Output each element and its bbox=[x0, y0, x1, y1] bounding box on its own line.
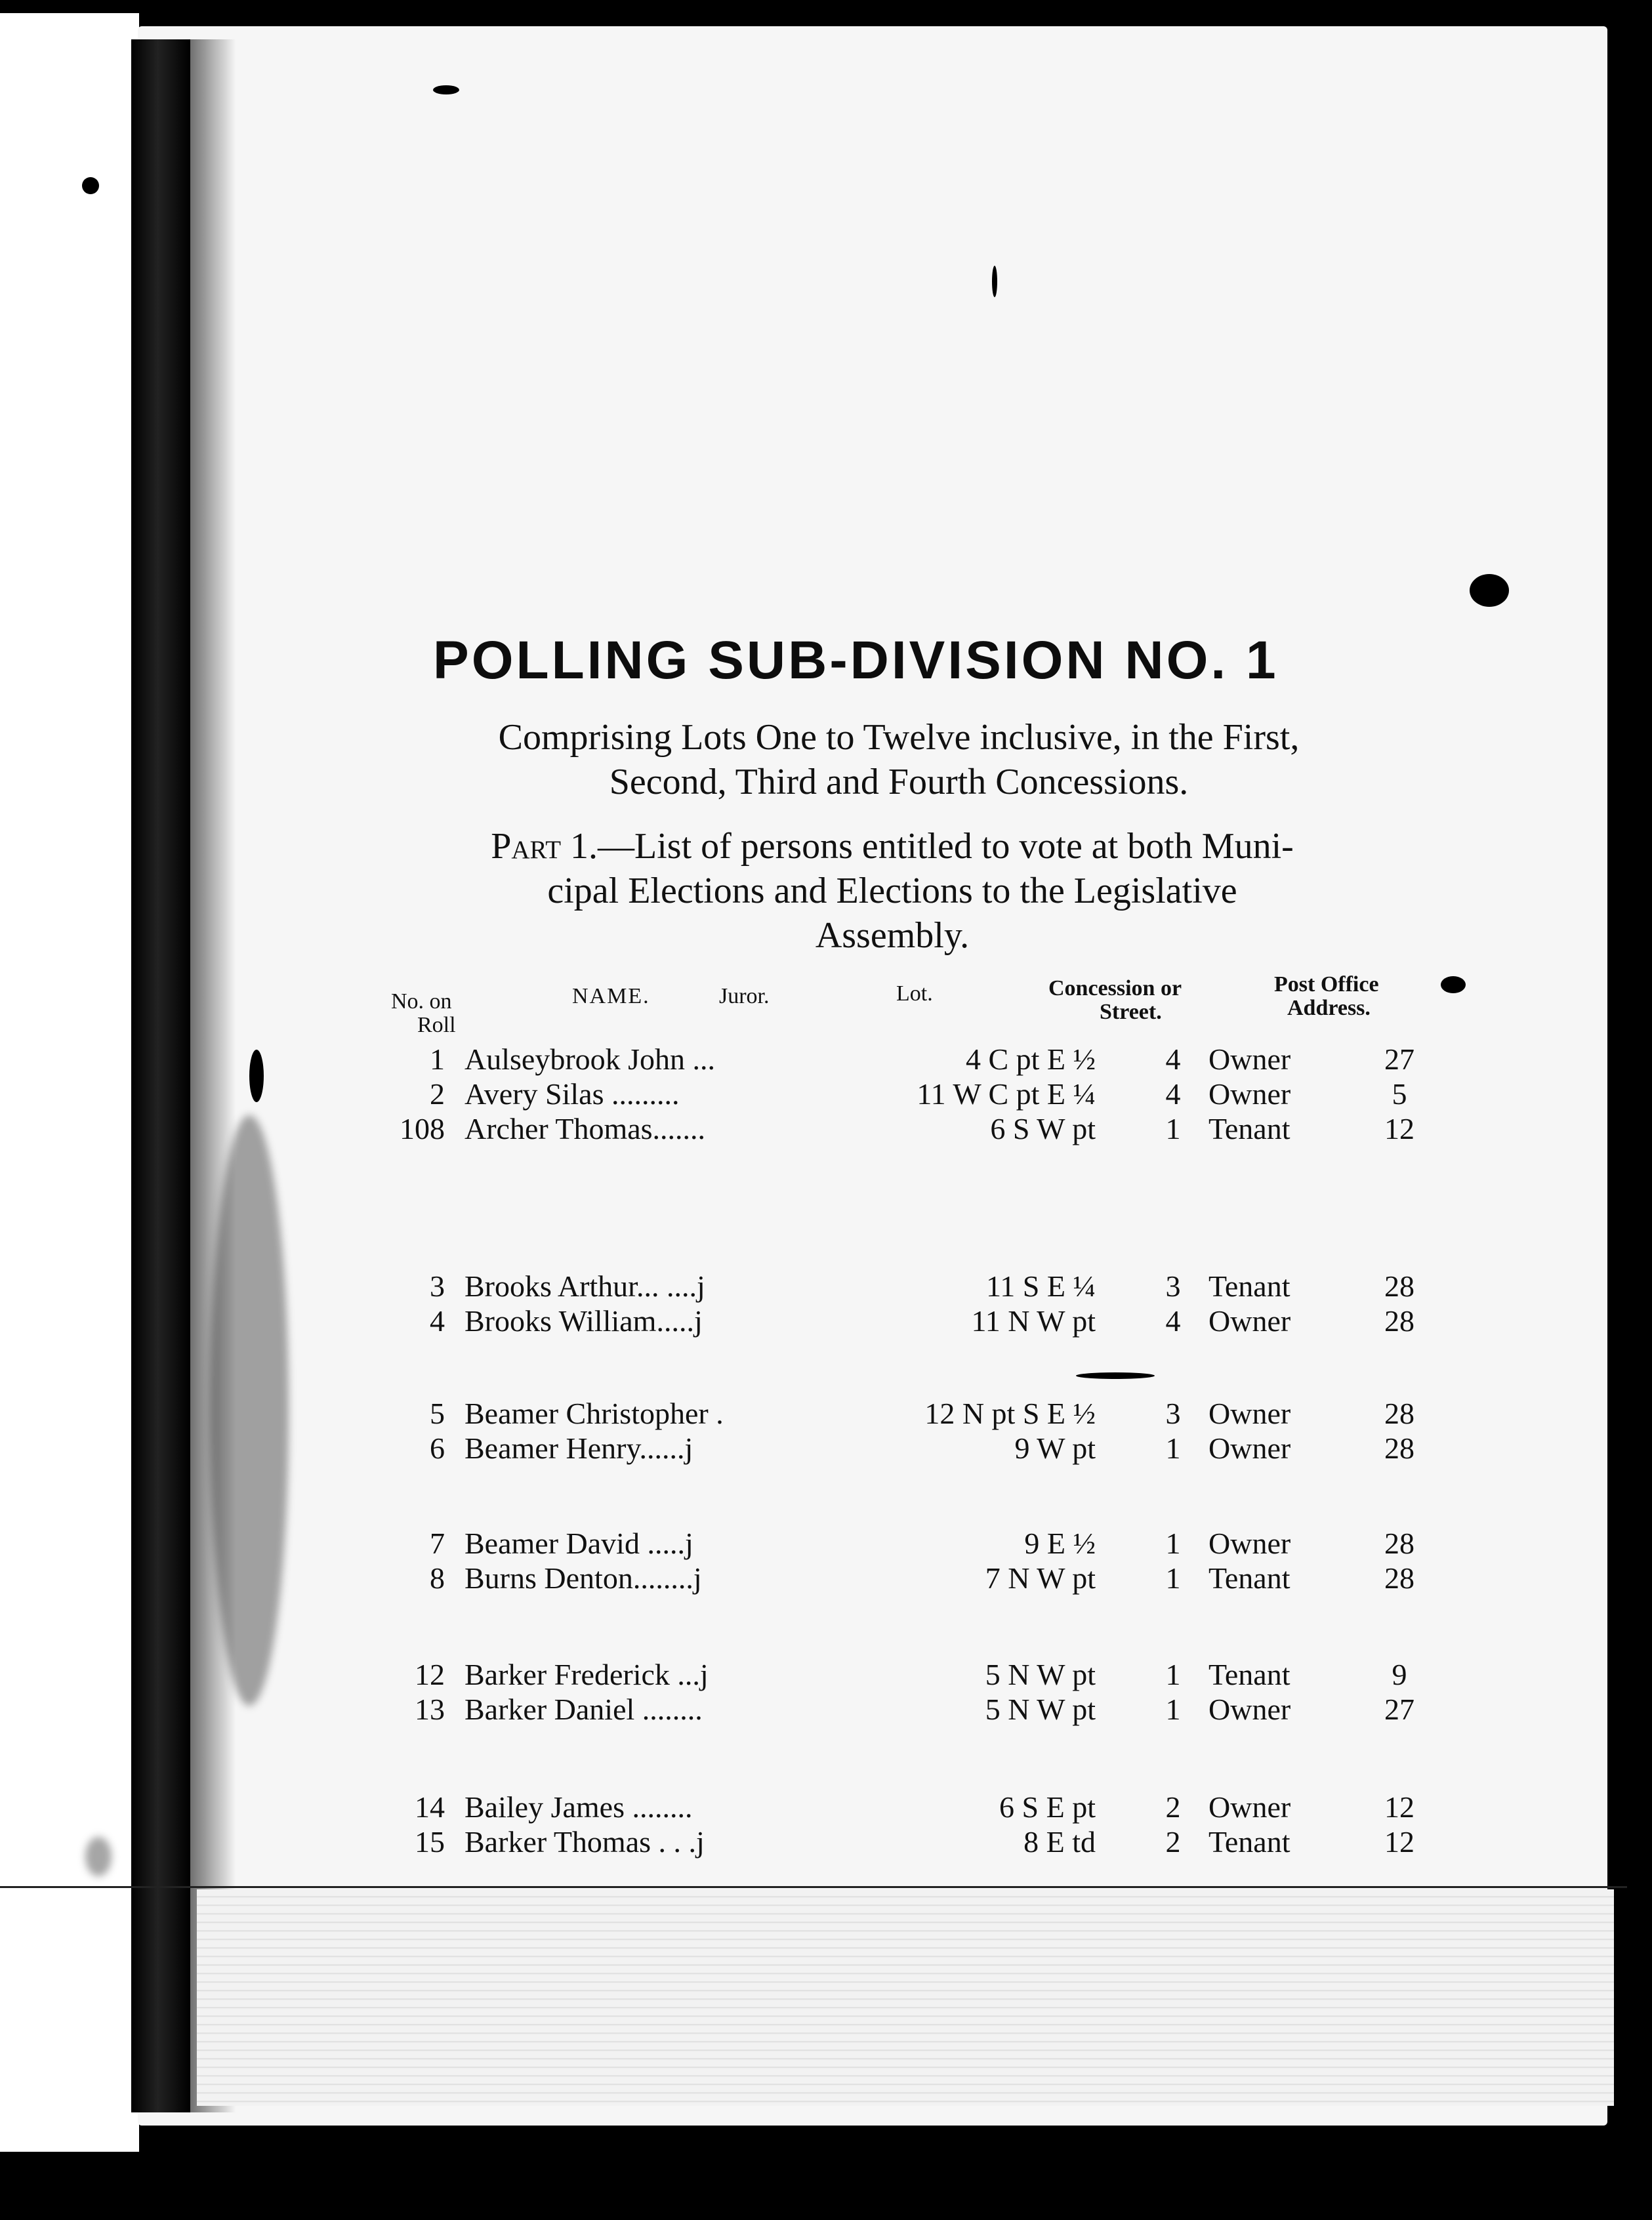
subheading-line-2: Second, Third and Fourth Concessions. bbox=[609, 762, 1189, 802]
post-office: 28 bbox=[1384, 1397, 1415, 1430]
roll-number: 5 bbox=[430, 1397, 445, 1430]
header-name: NAME. bbox=[572, 984, 650, 1008]
part-line-1 bbox=[367, 823, 1417, 869]
voter-row bbox=[0, 1526, 1652, 1561]
roll-number: 3 bbox=[430, 1269, 445, 1303]
roll-number: 108 bbox=[400, 1112, 445, 1145]
voter-name: Barker Daniel ........ bbox=[465, 1693, 703, 1726]
status: Owner bbox=[1208, 1527, 1291, 1560]
concession: 2 bbox=[1165, 1790, 1181, 1824]
voter-name: Burns Denton........j bbox=[465, 1561, 702, 1595]
concession: 3 bbox=[1165, 1397, 1181, 1430]
concession: 4 bbox=[1165, 1042, 1181, 1076]
status: Tenant bbox=[1208, 1269, 1291, 1303]
voter-row bbox=[0, 1077, 1652, 1112]
header-address: Address. bbox=[1287, 996, 1371, 1020]
header-juror: Juror. bbox=[719, 984, 770, 1008]
post-office: 9 bbox=[1392, 1658, 1407, 1691]
status: Tenant bbox=[1208, 1561, 1291, 1595]
status: Owner bbox=[1208, 1042, 1291, 1076]
status: Owner bbox=[1208, 1304, 1291, 1338]
header-concession: Concession or bbox=[1048, 976, 1182, 1000]
roll-number: 6 bbox=[430, 1431, 445, 1465]
ink-speck bbox=[433, 85, 459, 94]
ink-speck bbox=[1441, 976, 1466, 993]
lot: 6 S W pt bbox=[990, 1112, 1096, 1145]
concession: 1 bbox=[1165, 1658, 1181, 1691]
part-line-2: cipal Elections and Elections to the Legislative bbox=[547, 871, 1237, 911]
ink-speck bbox=[992, 266, 997, 297]
header-no-on: No. on bbox=[391, 989, 452, 1014]
voter-name: Avery Silas ......... bbox=[465, 1077, 680, 1111]
part-line-3: Assembly. bbox=[815, 915, 970, 956]
voter-row bbox=[0, 1692, 1652, 1727]
part-text-1: —List of persons entitled to vote at both Muni- bbox=[598, 826, 1294, 867]
concession: 1 bbox=[1165, 1693, 1181, 1726]
voter-row bbox=[0, 1304, 1652, 1339]
lot: 8 E td bbox=[1023, 1825, 1096, 1859]
post-office: 5 bbox=[1392, 1077, 1407, 1111]
roll-number: 1 bbox=[430, 1042, 445, 1076]
bottom-rule bbox=[0, 1886, 1627, 1888]
post-office: 27 bbox=[1384, 1693, 1415, 1726]
voter-name: Barker Frederick ...j bbox=[465, 1658, 709, 1691]
ink-speck bbox=[1470, 574, 1509, 607]
post-office: 28 bbox=[1384, 1304, 1415, 1338]
lot: 7 N W pt bbox=[985, 1561, 1096, 1595]
voter-name: Aulseybrook John ... bbox=[465, 1042, 716, 1076]
roll-number: 8 bbox=[430, 1561, 445, 1595]
ink-speck bbox=[1076, 1372, 1155, 1379]
voter-name: Barker Thomas . . .j bbox=[465, 1825, 705, 1859]
concession: 3 bbox=[1165, 1269, 1181, 1303]
lot: 5 N W pt bbox=[985, 1693, 1096, 1726]
post-office: 12 bbox=[1384, 1825, 1415, 1859]
lot: 12 N pt S E ½ bbox=[924, 1397, 1096, 1430]
roll-number: 14 bbox=[415, 1790, 445, 1824]
post-office: 28 bbox=[1384, 1561, 1415, 1595]
post-office: 28 bbox=[1384, 1269, 1415, 1303]
concession: 1 bbox=[1165, 1561, 1181, 1595]
roll-number: 12 bbox=[415, 1658, 445, 1691]
header-street: Street. bbox=[1100, 1000, 1162, 1024]
voter-row bbox=[0, 1111, 1652, 1147]
roll-number: 7 bbox=[430, 1527, 445, 1560]
status: Owner bbox=[1208, 1693, 1291, 1726]
voter-row bbox=[0, 1269, 1652, 1304]
voter-name: Brooks Arthur... ....j bbox=[465, 1269, 705, 1303]
concession: 1 bbox=[1165, 1527, 1181, 1560]
concession: 1 bbox=[1165, 1112, 1181, 1145]
status: Owner bbox=[1208, 1077, 1291, 1111]
lot: 11 N W pt bbox=[971, 1304, 1096, 1338]
concession: 4 bbox=[1165, 1304, 1181, 1338]
roll-number: 2 bbox=[430, 1077, 445, 1111]
voter-row bbox=[0, 1824, 1652, 1860]
lot: 11 S E ¼ bbox=[986, 1269, 1096, 1303]
voter-name: Beamer Henry......j bbox=[465, 1431, 693, 1465]
status: Owner bbox=[1208, 1790, 1291, 1824]
status: Owner bbox=[1208, 1431, 1291, 1465]
voter-name: Brooks William.....j bbox=[465, 1304, 703, 1338]
post-office: 28 bbox=[1384, 1431, 1415, 1465]
part-label: Part 1. bbox=[491, 826, 598, 867]
roll-number: 15 bbox=[415, 1825, 445, 1859]
header-roll: Roll bbox=[417, 1013, 456, 1037]
status: Tenant bbox=[1208, 1112, 1291, 1145]
roll-number: 4 bbox=[430, 1304, 445, 1338]
voter-name: Bailey James ........ bbox=[465, 1790, 693, 1824]
lot: 9 E ½ bbox=[1024, 1527, 1096, 1560]
voter-row bbox=[0, 1561, 1652, 1596]
status: Owner bbox=[1208, 1397, 1291, 1430]
subheading-line-1: Comprising Lots One to Twelve inclusive, in the First, bbox=[498, 717, 1300, 758]
status: Tenant bbox=[1208, 1658, 1291, 1691]
roll-number: 13 bbox=[415, 1693, 445, 1726]
lot: 5 N W pt bbox=[985, 1658, 1096, 1691]
header-lot: Lot. bbox=[896, 981, 933, 1006]
concession: 4 bbox=[1165, 1077, 1181, 1111]
lot: 9 W pt bbox=[1014, 1431, 1096, 1465]
post-office: 27 bbox=[1384, 1042, 1415, 1076]
concession: 2 bbox=[1165, 1825, 1181, 1859]
voter-name: Archer Thomas....... bbox=[465, 1112, 706, 1145]
post-office: 12 bbox=[1384, 1112, 1415, 1145]
voter-name: Beamer David .....j bbox=[465, 1527, 693, 1560]
voter-row bbox=[0, 1396, 1652, 1431]
lot: 11 W C pt E ¼ bbox=[917, 1077, 1096, 1111]
voter-row bbox=[0, 1657, 1652, 1693]
post-office: 28 bbox=[1384, 1527, 1415, 1560]
header-post-office: Post Office bbox=[1274, 972, 1379, 997]
page-edge-stack bbox=[197, 1889, 1614, 2106]
concession: 1 bbox=[1165, 1431, 1181, 1465]
voter-row bbox=[0, 1431, 1652, 1466]
voter-row bbox=[0, 1042, 1652, 1077]
status: Tenant bbox=[1208, 1825, 1291, 1859]
lot: 6 S E pt bbox=[999, 1790, 1096, 1824]
post-office: 12 bbox=[1384, 1790, 1415, 1824]
voter-name: Beamer Christopher . bbox=[465, 1397, 724, 1430]
ink-speck bbox=[82, 177, 99, 194]
lot: 4 C pt E ½ bbox=[965, 1042, 1096, 1076]
voter-row bbox=[0, 1790, 1652, 1825]
page-title: POLLING SUB-DIVISION NO. 1 bbox=[433, 630, 1279, 690]
